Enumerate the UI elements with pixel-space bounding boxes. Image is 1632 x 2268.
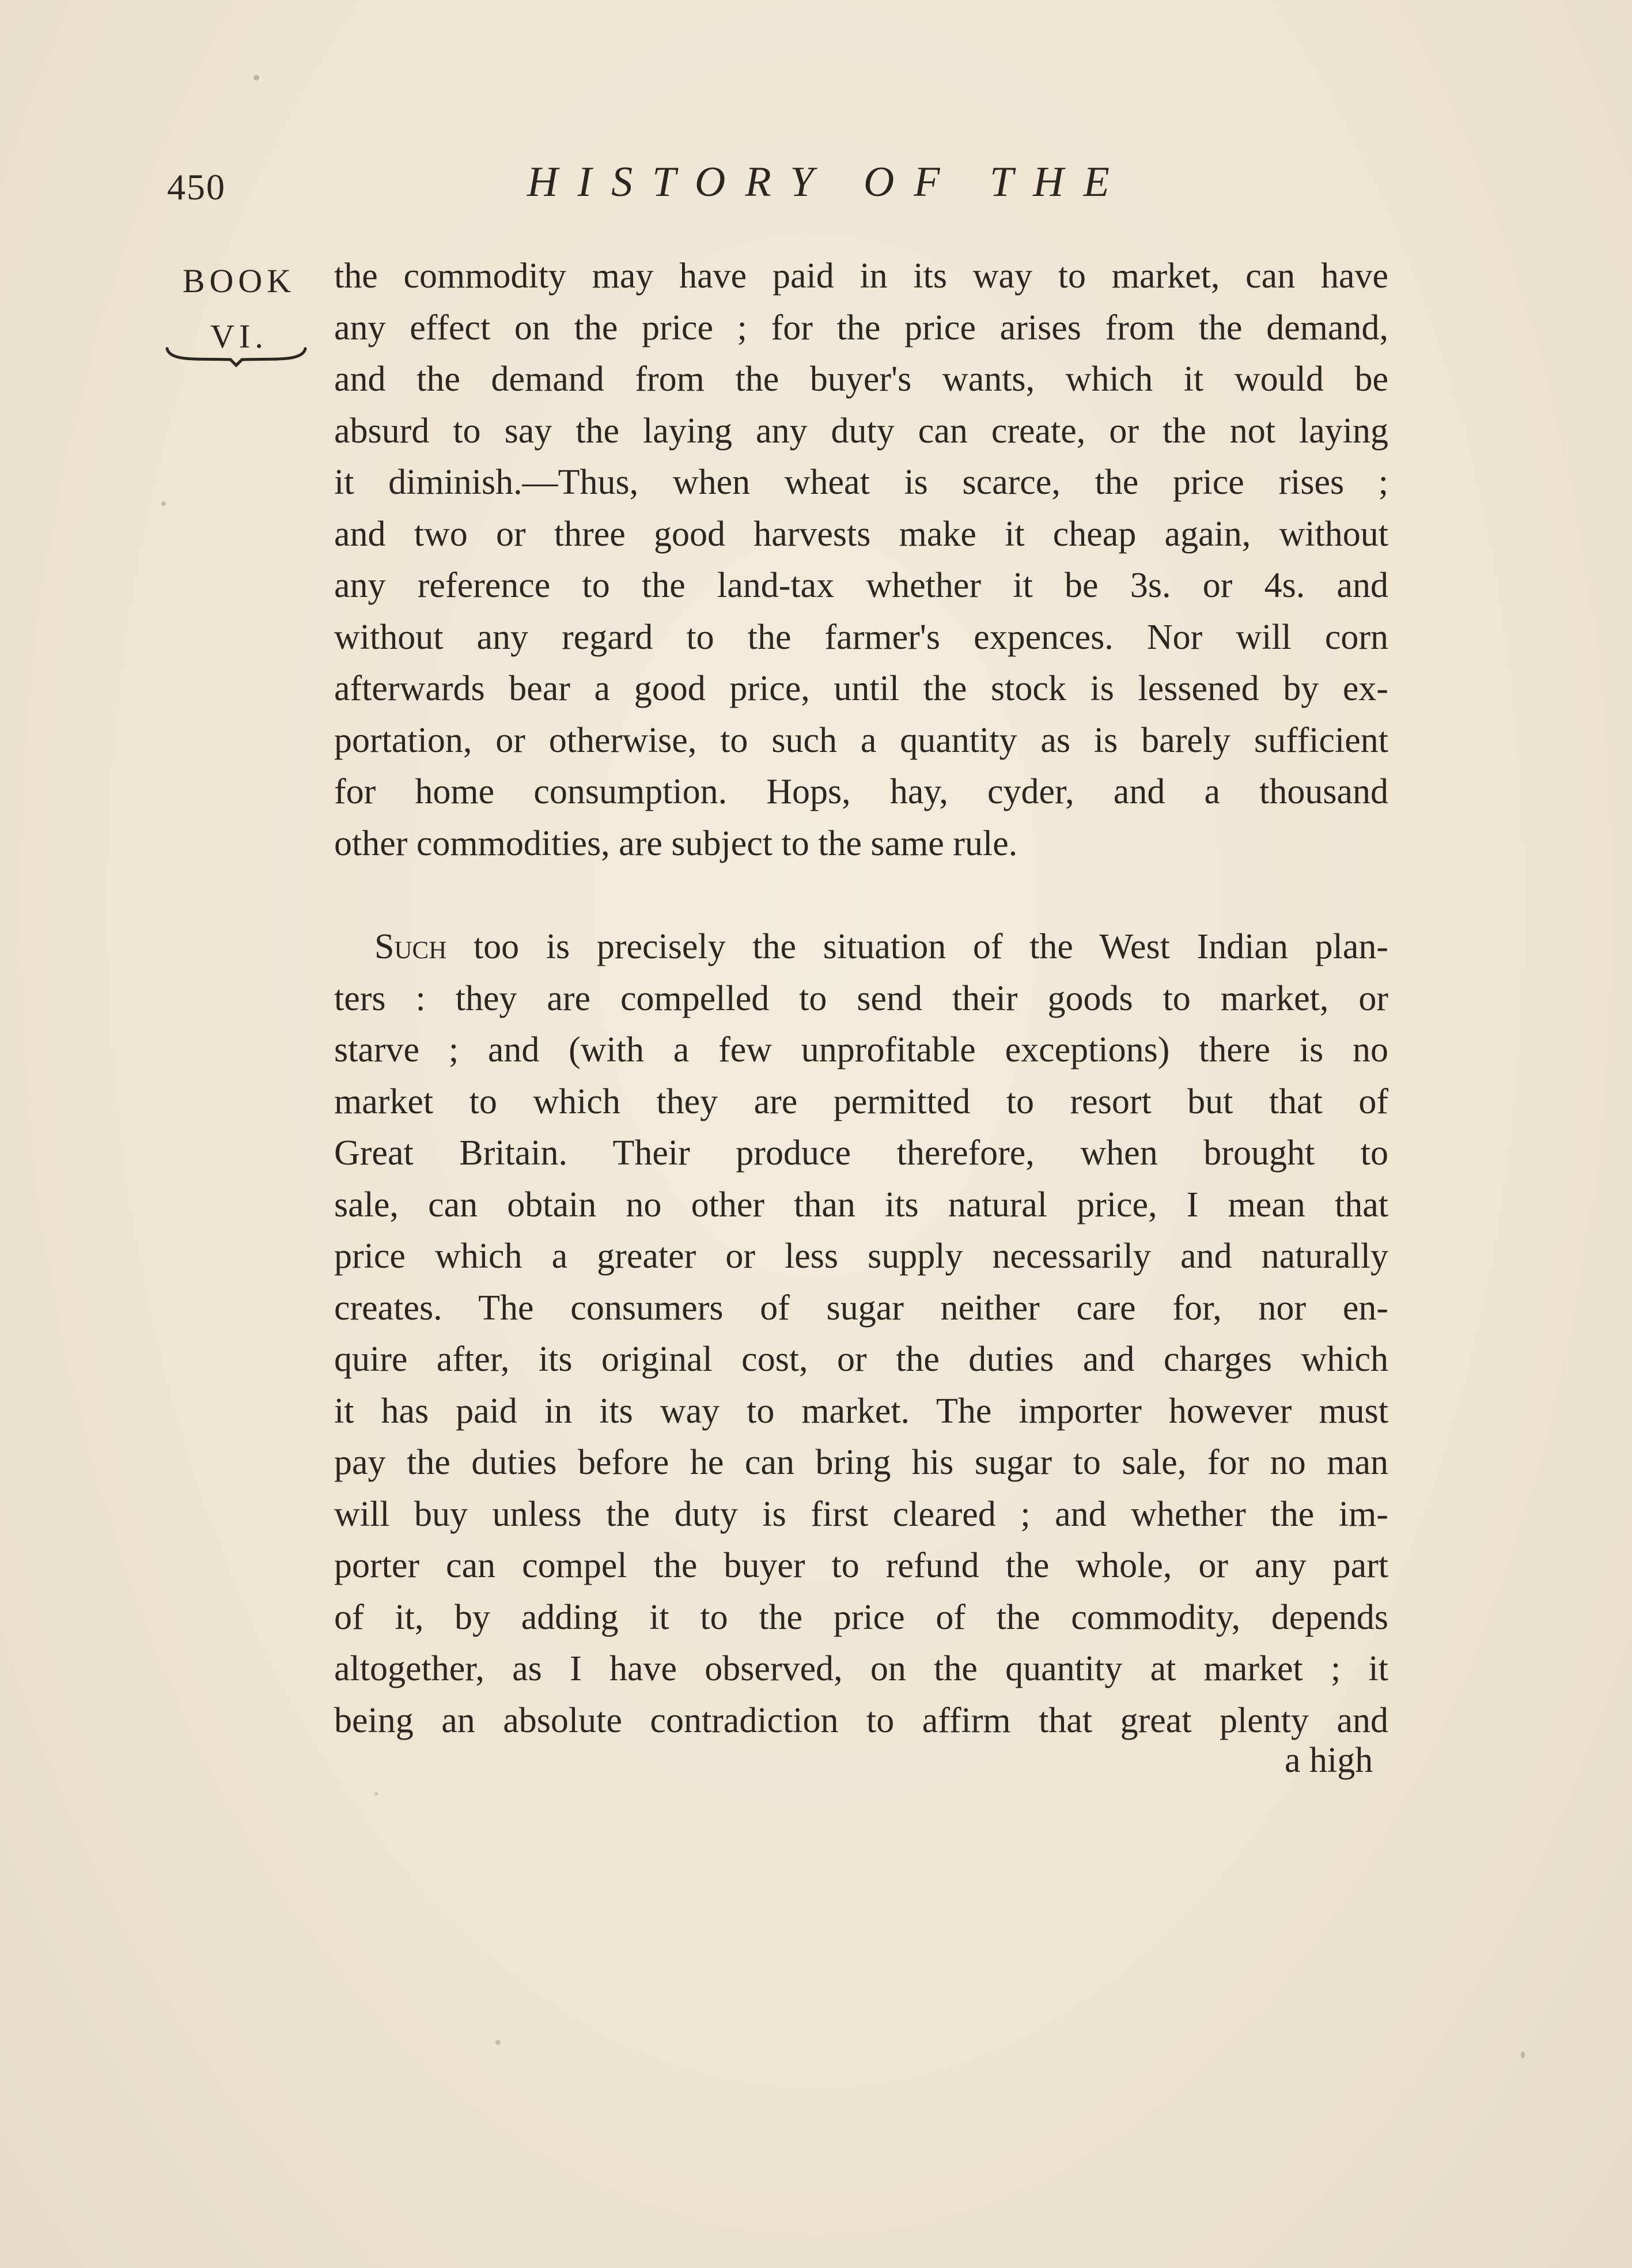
- paragraph-1: [334, 251, 1388, 870]
- page-number: 450: [167, 167, 226, 207]
- text-line: sale, can obtain no other than its natural price, I mean that: [334, 1185, 1388, 1224]
- text-line: without any regard to the farmer's expences. Nor will corn: [334, 617, 1388, 657]
- text-line: the commodity may have paid in its way to market, can have: [334, 256, 1388, 296]
- text-line: afterwards bear a good price, until the stock is lessened by ex-: [334, 669, 1388, 708]
- text-line: any effect on the price ; for the price arises from the demand,: [334, 308, 1388, 347]
- body-text: [334, 251, 1388, 1747]
- text-line: pay the duties before he can bring his sugar to sale, for no man: [334, 1443, 1388, 1482]
- text-line: any reference to the land-tax whether it be 3s. or 4s. and: [334, 566, 1388, 605]
- page-header: [0, 156, 1632, 219]
- paragraph-2: [334, 921, 1388, 1747]
- text-line: price which a greater or less supply necessarily and naturally: [334, 1237, 1388, 1276]
- text-line: Great Britain. Their produce therefore, when brought to: [334, 1133, 1388, 1173]
- text-line: starve ; and (with a few unprofitable exceptions) there is no: [334, 1030, 1388, 1069]
- running-head: HISTORY OF THE: [527, 158, 1129, 206]
- text-line: creates. The consumers of sugar neither care for, nor en-: [334, 1288, 1388, 1328]
- text-line: being an absolute contradiction to affirm that great plenty and: [334, 1700, 1388, 1740]
- text-line: altogether, as I have observed, on the quantity at market ; it: [334, 1649, 1388, 1688]
- catchword: a high: [1285, 1741, 1373, 1780]
- paper-speck: [1521, 2051, 1525, 2058]
- text-line: will buy unless the duty is first cleared ; and whether the im-: [334, 1494, 1388, 1534]
- text-line: it has paid in its way to market. The importer however must: [334, 1391, 1388, 1431]
- text-line: quire after, its original cost, or the duties and charges which: [334, 1340, 1388, 1379]
- text-line: porter can compel the buyer to refund the whole, or any part: [334, 1546, 1388, 1585]
- text-line: other commodities, are subject to the same rule.: [334, 823, 1018, 863]
- text-line: it diminish.—Thus, when wheat is scarce, the price rises ;: [334, 463, 1388, 502]
- paper-speck: [161, 501, 166, 506]
- margin-note-book: BOOK: [182, 262, 296, 300]
- text-line: and two or three good harvests make it cheap again, without: [334, 514, 1388, 554]
- paragraph-gap: [334, 870, 1388, 921]
- text-line: and the demand from the buyer's wants, which it would be: [334, 360, 1388, 399]
- paper-speck: [495, 2040, 501, 2045]
- margin-brace-ornament: [164, 346, 308, 369]
- paper-speck: [253, 75, 259, 81]
- text-line-first: [334, 921, 1388, 973]
- paper-speck: [374, 1792, 378, 1795]
- lead-in-small-caps: Such: [374, 927, 447, 966]
- first-line-rest: too is precisely the situation of the West Indian plan-: [473, 927, 1389, 966]
- text-line: ters : they are compelled to send their goods to market, or: [334, 978, 1388, 1018]
- text-line: of it, by adding it to the price of the commodity, depends: [334, 1597, 1388, 1637]
- text-line: for home consumption. Hops, hay, cyder, and a thousand: [334, 772, 1388, 811]
- text-line: absurd to say the laying any duty can create, or the not laying: [334, 411, 1388, 451]
- text-line: market to which they are permitted to resort but that of: [334, 1082, 1388, 1121]
- margin-note-volume: VI.: [210, 317, 268, 355]
- text-line: portation, or otherwise, to such a quantity as is barely sufficient: [334, 720, 1388, 760]
